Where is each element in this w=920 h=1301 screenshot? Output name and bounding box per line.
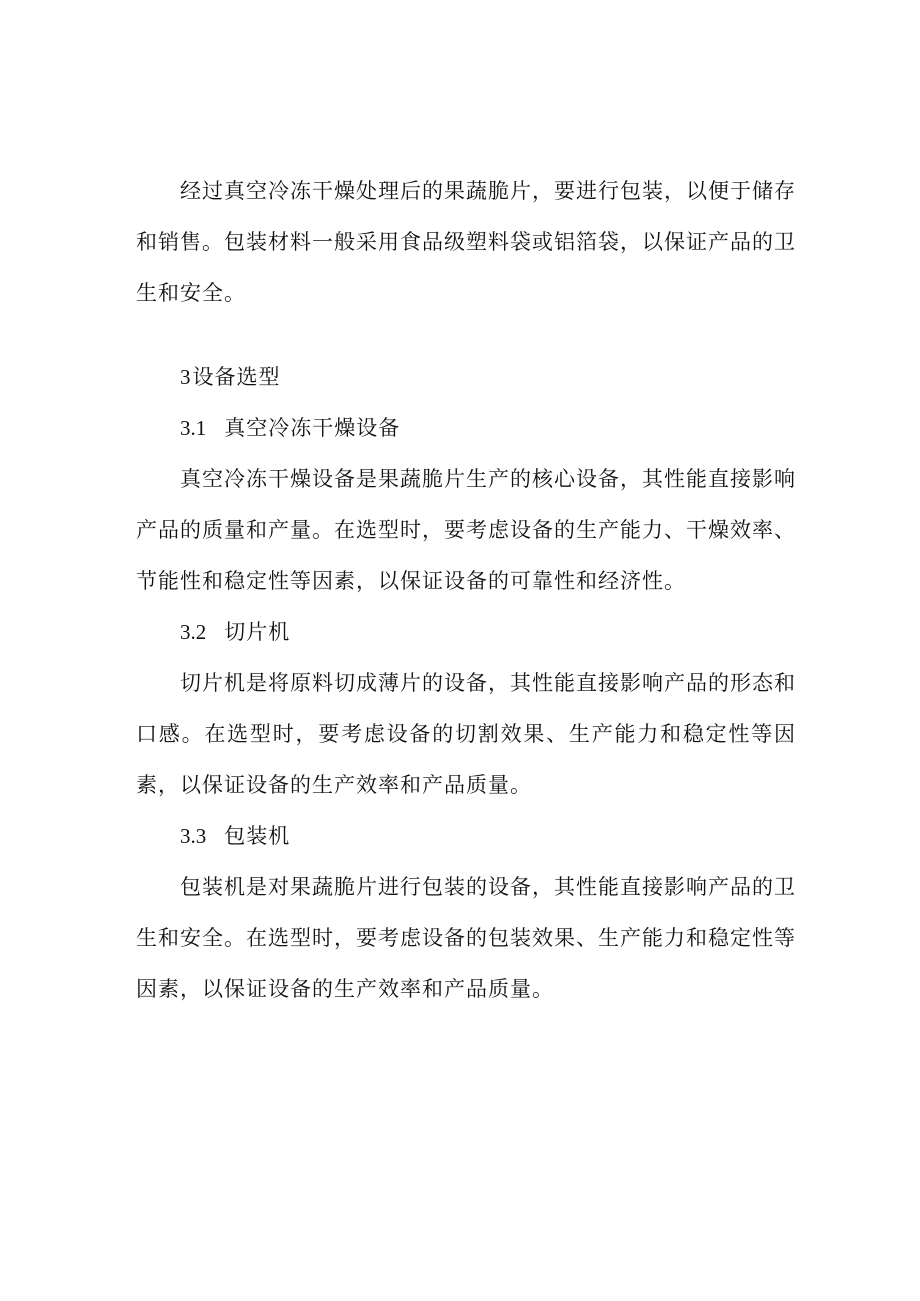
subsection-number: 3.1 [180,416,207,440]
subsection-heading-3-3 [136,811,796,862]
subsection-paragraph-3-1: 真空冷冻干燥设备是果蔬脆片生产的核心设备，其性能直接影响产品的质量和产量。在选型时，要考虑设备的生产能力、干燥效率、节能性和稳定性等因素，以保证设备的可靠性和经济性。 [136,467,796,593]
subsection-number: 3.2 [180,620,207,644]
document-body [136,166,796,1015]
subsection-title: 切片机 [224,620,291,644]
subsection-paragraph-3-3: 包装机是对果蔬脆片进行包装的设备，其性能直接影响产品的卫生和安全。在选型时，要考虑设备的包装效果、生产能力和稳定性等因素，以保证设备的生产效率和产品质量。 [136,875,796,1001]
subsection-heading-3-2 [136,607,796,658]
section-heading [136,352,796,403]
subsection-number: 3.3 [180,824,207,848]
subsection-title: 包装机 [224,824,291,848]
subsection-title: 真空冷冻干燥设备 [224,416,401,440]
section-title: 设备选型 [192,365,281,389]
packaging-paragraph: 经过真空冷冻干燥处理后的果蔬脆片，要进行包装，以便于储存和销售。包装材料一般采用食品级塑料袋或铝箔袋，以保证产品的卫生和安全。 [136,179,796,305]
subsection-paragraph-3-2: 切片机是将原料切成薄片的设备，其性能直接影响产品的形态和口感。在选型时，要考虑设备的切割效果、生产能力和稳定性等因素，以保证设备的生产效率和产品质量。 [136,671,796,797]
subsection-heading-3-1 [136,403,796,454]
section-number: 3 [180,365,191,389]
